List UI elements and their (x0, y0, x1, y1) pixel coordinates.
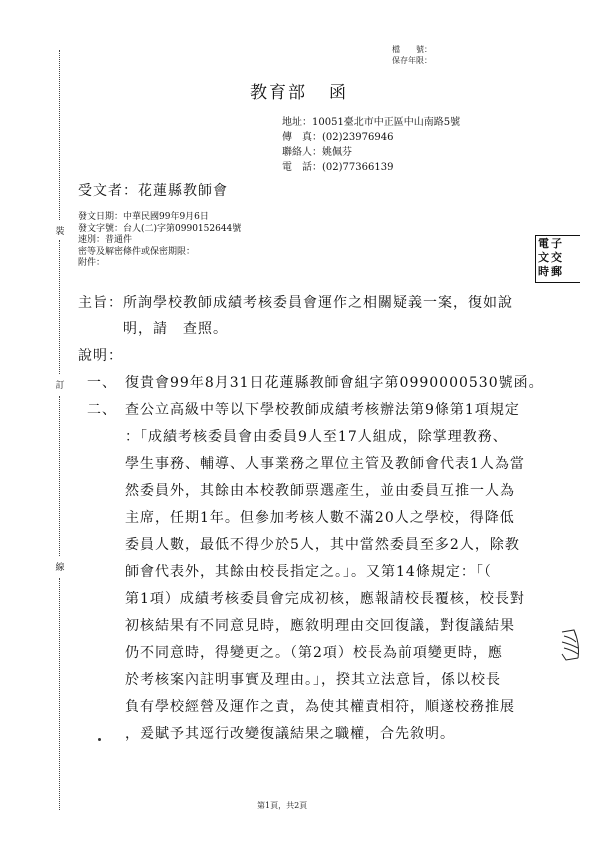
contact-info (282, 115, 460, 175)
item-line: 仍不同意時，得變更之。（第2項）校長為前項變更時，應 (125, 645, 503, 661)
item-line: 第1項）成績考核委員會完成初核，應報請校長覆核，校長對 (125, 591, 525, 607)
subject (78, 290, 548, 342)
attachments: 附件： (78, 258, 106, 268)
electronic-exchange-stamp (535, 235, 580, 283)
binding-dotted-segment (59, 396, 60, 556)
item-line: 學生事務、輔導、人事業務之單位主管及教師會代表1人為當 (125, 456, 525, 472)
stray-mark (98, 738, 101, 741)
seal-mark-icon (558, 628, 582, 662)
stamp-char: 郵 (551, 265, 562, 278)
explanation-item (87, 370, 557, 397)
binding-char-ding: 訂 (55, 381, 65, 391)
address: 地址：10051臺北市中正區中山南路5號 (282, 117, 461, 128)
binding-dotted-segment (59, 240, 60, 374)
stamp-char: 子 (551, 237, 562, 250)
document-type: 函 (329, 83, 348, 103)
issuing-organization: 教育部 (250, 83, 307, 103)
header-meta (392, 44, 432, 66)
issue-date: 發文日期：中華民國99年9月6日 (78, 212, 209, 222)
binding-char-zhuang: 裝 (55, 227, 65, 237)
explanation-items (87, 370, 557, 748)
binding-char-xian: 線 (55, 563, 65, 573)
item-line: 於考核案內註明事實及理由。」，揆其立法意旨，係以校長 (125, 672, 501, 688)
stamp-char: 時 (538, 265, 549, 278)
item-line: 查公立高級中等以下學校教師成績考核辦法第9條第1項規定 (125, 402, 520, 418)
stamp-column (551, 237, 562, 281)
stamp-char: 交 (551, 251, 562, 264)
subject-line: 主旨：所詢學校教師成績考核委員會運作之相關疑義一案，復如說 (78, 295, 513, 311)
item-line: 主席，任期1年。但參加考核人數不滿20人之學校，得降低 (125, 510, 515, 526)
item-number: 一、 (87, 375, 117, 391)
contact-person: 聯絡人：姚佩芬 (282, 147, 352, 158)
stamp-char: 文 (538, 251, 549, 264)
document-title (250, 78, 348, 103)
issue-info (78, 212, 241, 270)
binding-dotted-segment (59, 578, 60, 810)
binding-line (53, 50, 67, 810)
phone: 電 話：(02)77366139 (282, 162, 394, 173)
file-number-label: 檔 號： (392, 45, 432, 54)
item-line: 委員人數，最低不得少於5人，其中當然委員至多2人，除教 (125, 537, 520, 553)
item-line: 初核結果有不同意見時，應敘明理由交回復議，對復議結果 (125, 618, 515, 634)
fax: 傳 真：(02)23976946 (282, 132, 394, 143)
stamp-char: 電 (538, 237, 549, 250)
item-line: 負有學校經營及運作之責，為使其權責相符，順遂校務推展 (125, 699, 515, 715)
recipient: 受文者：花蓮縣教師會 (78, 183, 228, 199)
stamp-column (538, 237, 549, 281)
item-line: 復貴會99年8月31日花蓮縣教師會組字第0990000530號函。 (125, 375, 544, 391)
item-line: 然委員外，其餘由本校教師票選產生，並由委員互推一人為 (125, 483, 515, 499)
item-line: ，爰賦予其逕行改變復議結果之職權，合先敘明。 (125, 726, 455, 742)
item-line: ：「成績考核委員會由委員9人至17人組成，除掌理教務、 (125, 429, 508, 445)
explanation-item (87, 397, 557, 748)
reference-number: 發文字號：台人(二)字第0990152644號 (78, 223, 242, 234)
retention-period-label: 保存年限： (392, 56, 432, 65)
explanation-label: 說明： (78, 348, 123, 364)
delivery-speed: 速別：普通件 (78, 235, 133, 245)
item-number: 二、 (87, 402, 117, 418)
subject-line: 明，請 查照。 (123, 321, 228, 337)
page-info: 第1頁，共2頁 (257, 801, 308, 810)
secrecy-level: 密等及解密條件或保密期限： (78, 246, 196, 257)
binding-dotted-segment (59, 50, 60, 220)
item-line: 師會代表外，其餘由校長指定之。」。又第14條規定：「（ (125, 564, 492, 580)
